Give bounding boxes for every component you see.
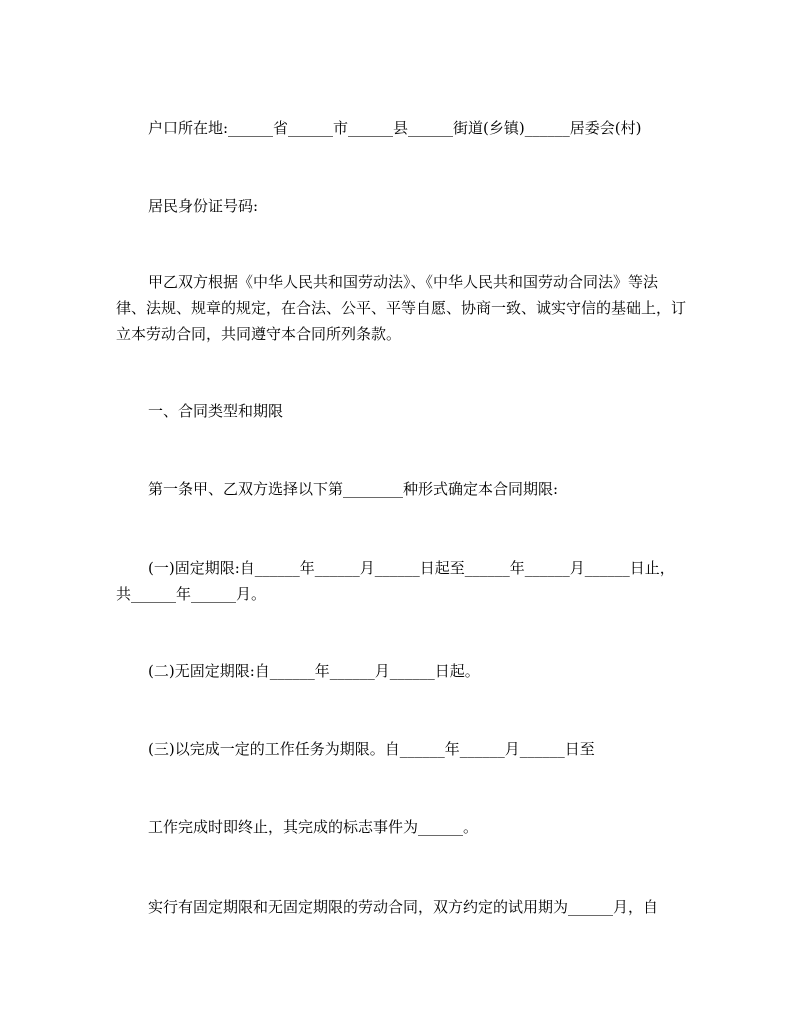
article-one-paragraph: 第一条甲、乙双方选择以下第________种形式确定本合同期限: xyxy=(148,480,559,498)
task-term-paragraph: (三)以完成一定的工作任务为期限。自______年______月______日至 xyxy=(148,740,595,758)
probation-paragraph: 实行有固定期限和无固定期限的劳动合同，双方约定的试用期为______月，自 xyxy=(148,898,659,916)
open-term-paragraph: (二)无固定期限:自______年______月______日起。 xyxy=(148,662,480,680)
section-heading-contract-type: 一、合同类型和期限 xyxy=(148,402,284,420)
id-number-line: 居民身份证号码: xyxy=(148,197,259,215)
preamble-paragraph: 甲乙双方根据《中华人民共和国劳动法》、《中华人民共和国劳动合同法》等法律、法规、规章的规定，在合法、公平、平等自愿、协商一致、诚实守信的基础上，订立本劳动合同，共同遵守本合同所列条款。 xyxy=(116,273,687,343)
fixed-term-paragraph: (一)固定期限:自______年______月______日起至______年______月______日止，共______年______月。 xyxy=(116,559,675,603)
household-registration-line: 户口所在地:______省______市______县______街道(乡镇)______居委会(村) xyxy=(148,119,642,137)
task-completion-paragraph: 工作完成时即终止，其完成的标志事件为______。 xyxy=(148,818,479,836)
